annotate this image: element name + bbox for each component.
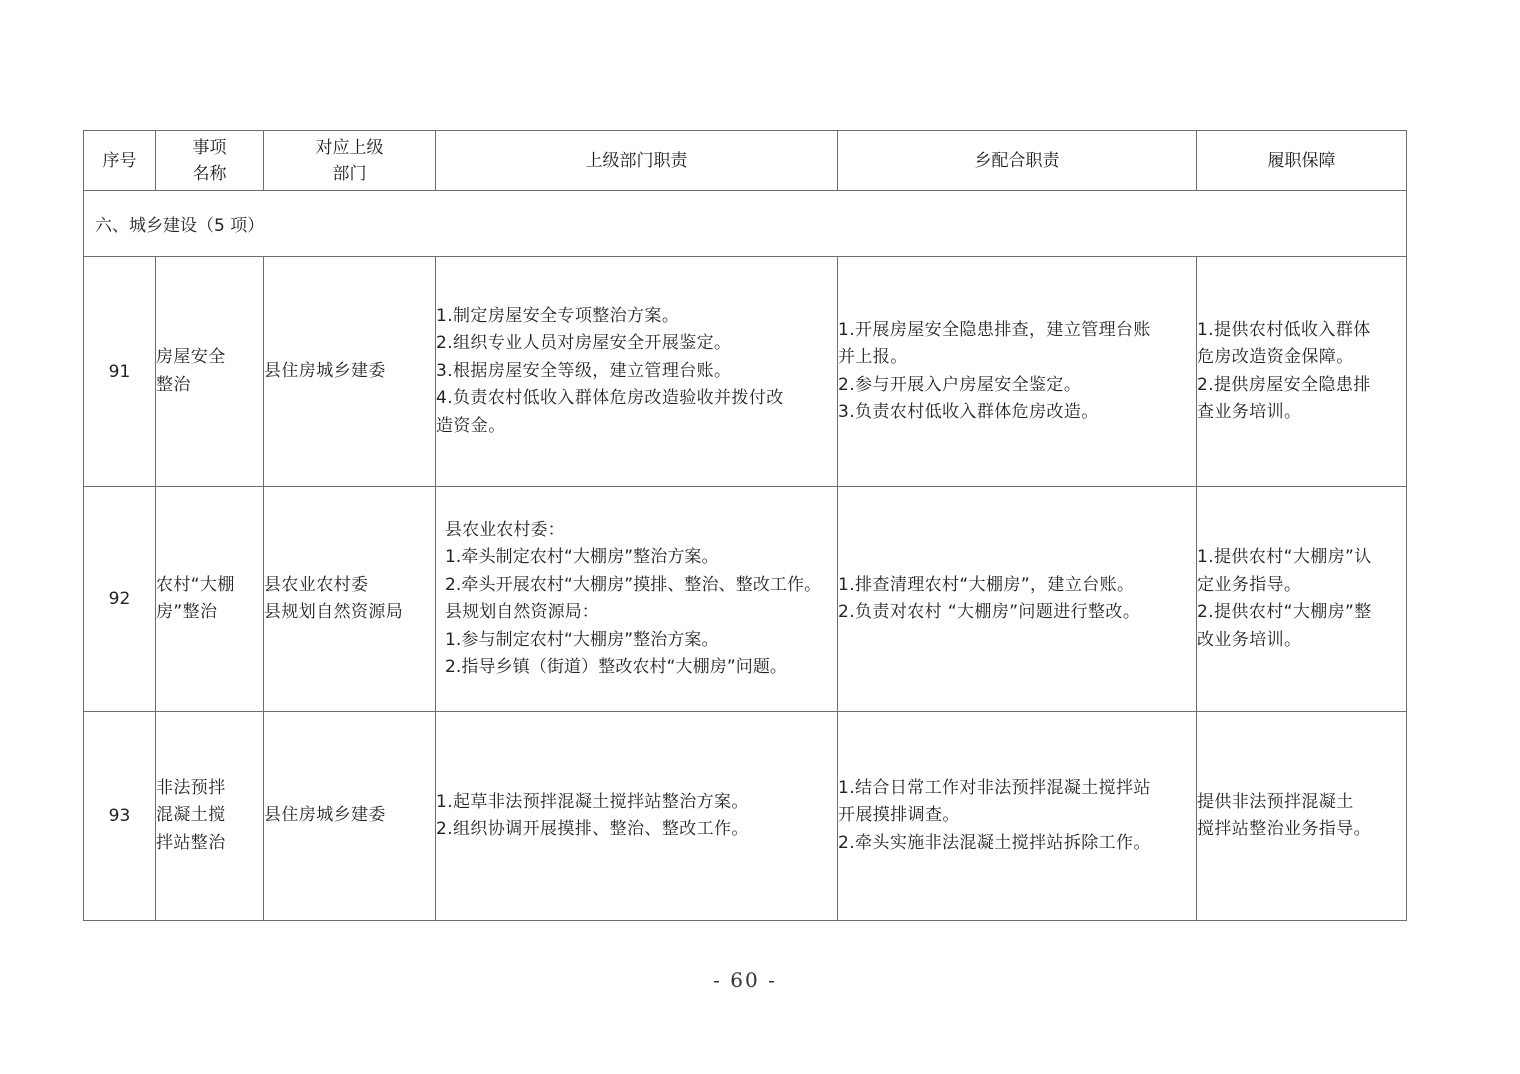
row-seq: 91 xyxy=(84,257,156,487)
header-guarantee: 履职保障 xyxy=(1197,131,1407,191)
table-row xyxy=(84,257,1407,487)
row-seq: 92 xyxy=(84,487,156,712)
header-township-duty: 乡配合职责 xyxy=(838,131,1197,191)
header-seq: 序号 xyxy=(84,131,156,191)
row-township-duty: 1.排查清理农村“大棚房”，建立台账。 2.负责对农村 “大棚房”问题进行整改。 xyxy=(838,487,1197,712)
header-dept: 对应上级 部门 xyxy=(264,131,436,191)
row-upper-duty: 1.制定房屋安全专项整治方案。 2.组织专业人员对房屋安全开展鉴定。 3.根据房屋安全等级，建立管理台账。 4.负责农村低收入群体危房改造验收并拨付改 造资金。 xyxy=(436,257,838,487)
row-dept: 县住房城乡建委 xyxy=(264,712,436,921)
table-row xyxy=(84,712,1407,921)
header-row xyxy=(84,131,1407,191)
row-dept: 县农业农村委 县规划自然资源局 xyxy=(264,487,436,712)
row-guarantee: 1.提供农村“大棚房”认 定业务指导。 2.提供农村“大棚房”整 改业务培训。 xyxy=(1197,487,1407,712)
row-township-duty: 1.结合日常工作对非法预拌混凝土搅拌站 开展摸排调查。 2.牵头实施非法混凝土搅拌站拆除工作。 xyxy=(838,712,1197,921)
row-upper-duty: 1.起草非法预拌混凝土搅拌站整治方案。 2.组织协调开展摸排、整治、整改工作。 xyxy=(436,712,838,921)
header-item-name: 事项 名称 xyxy=(156,131,264,191)
section-title: 六、城乡建设（5 项） xyxy=(84,191,1407,257)
row-item-name: 非法预拌 混凝土搅 拌站整治 xyxy=(156,712,264,921)
row-township-duty: 1.开展房屋安全隐患排查，建立管理台账 并上报。 2.参与开展入户房屋安全鉴定。 3.负责农村低收入群体危房改造。 xyxy=(838,257,1197,487)
row-dept: 县住房城乡建委 xyxy=(264,257,436,487)
row-guarantee: 提供非法预拌混凝土 搅拌站整治业务指导。 xyxy=(1197,712,1407,921)
table-row xyxy=(84,487,1407,712)
responsibility-table xyxy=(83,130,1407,921)
header-upper-duty: 上级部门职责 xyxy=(436,131,838,191)
page-number: - 60 - xyxy=(713,968,777,992)
row-upper-duty: 县农业农村委： 1.牵头制定农村“大棚房”整治方案。 2.牵头开展农村“大棚房”摸排、整治、整改工作。 县规划自然资源局： 1.参与制定农村“大棚房”整治方案。 2.指导乡镇（街道）整改农村“大棚房”问题。 xyxy=(436,487,838,712)
row-guarantee: 1.提供农村低收入群体 危房改造资金保障。 2.提供房屋安全隐患排 查业务培训。 xyxy=(1197,257,1407,487)
row-item-name: 房屋安全 整治 xyxy=(156,257,264,487)
row-item-name: 农村“大棚 房”整治 xyxy=(156,487,264,712)
row-seq: 93 xyxy=(84,712,156,921)
section-row xyxy=(84,191,1407,257)
